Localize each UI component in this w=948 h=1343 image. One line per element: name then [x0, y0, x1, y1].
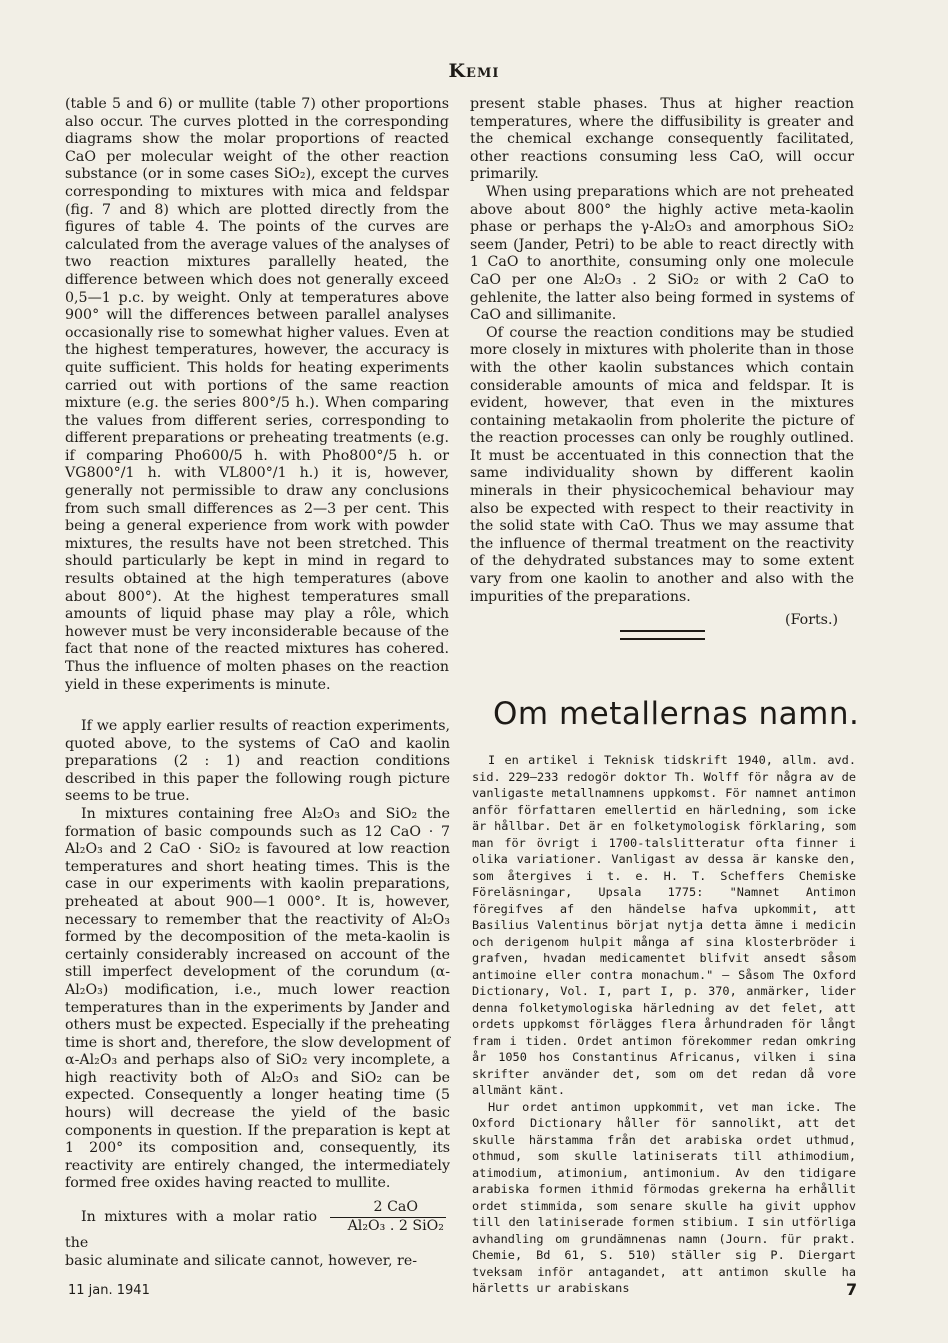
running-header — [0, 60, 948, 82]
paragraph: Hur ordet antimon uppkommit, vet man icke. The Oxford Dictionary håller för sannolikt, att det skulle härstamma från det arabiska ordet uthmud, othmud, som skulle latiniserats till athimodium, atimodium, atimonium, antimonium. Av den tidigare arabiska formen ithmid förmodas grekerna ha erhållit ordet stimmida, som senare skulle ha givit upphov till den latiniserade formen stibium. I sin utförliga avhandling om grundämnenas namn (Journ. für prakt. Chemie, Bd 61, S. 510) ställer sig P. Diergart tveksam inför antagandet, att antimon skulle ha härletts ur arabiskans — [472, 1099, 856, 1295]
ratio-text-before: In mixtures with a molar ratio — [81, 1209, 318, 1226]
paragraph: present stable phases. Thus at higher reaction temperatures, where the diffusibility is greater and the chemical exchange consequently facilitated, other reactions consuming less CaO, will occur primarily. — [470, 96, 854, 183]
section-divider — [620, 630, 705, 640]
paragraph: I en artikel i Teknisk tidskrift 1940, allm. avd. sid. 229—233 redogör doktor Th. Wolff för några av de vanligaste metallnamnens uppkomst. För namnet antimon anför författaren emellertid en härledning, som icke är hållbar. Det är en folketymologisk förklaring, som man för övrigt i 1700-talslitteratur ofta finner i olika variationer. Vanligast av dessa är kanske den, som återgives i t. e. H. T. Scheffers Chemiske Föreläsningar, Upsala 1775: "Namnet Antimon föregifves af den händelse hafva upkommit, att Basilius Valentinus börjat nytja detta ämne i medicin och derigenom hulpit många af sina klosterbröder i grafven, hvadan medicamentet blifvit ansedt såsom antimoine eller contra monachum." — Såsom The Oxford Dictionary, Vol. I, part I, p. 370, anmärker, lider denna folketymologiska härledning av det felet, att ordets uppkomst förlägges flera århundraden för långt fram i tiden. Ordet antimon förekommer redan omkring år 1050 hos Constantinus Africanus, vilken i sina skrifter använder det, som om det redan då vore allmänt känt. — [472, 753, 856, 1097]
fraction-denominator: Al₂O₃ . 2 SiO₂ — [347, 1217, 444, 1234]
ratio-text-after: the — [65, 1235, 89, 1252]
column-left-top — [65, 96, 449, 694]
article-body — [472, 752, 856, 1297]
paragraph: (table 5 and 6) or mullite (table 7) other proportions also occur. The curves plotted in the corresponding diagrams show the molar proportions of reacted CaO per molecular weight of the other reaction substance (or in some cases SiO₂), except the curves corresponding to mixtures with mica and feldspar (fig. 7 and 8) which are plotted directly from the figures of table 4. The points of the curves are calculated from the average values of the analyses of two reaction mixtures parallelly heated, the difference between which does not generally exceed 0,5—1 p.c. by weight. Only at temperatures above 900° will the differences between parallel analyses occasionally rise to somewhat higher values. Even at the highest temperatures, however, the accuracy is quite sufficient. This holds for heating experiments carried out with portions of the same reaction mixture (e.g. the series 800°/5 h.). When comparing the values from different series, corresponding to different preparations or preheating treatments (e.g. if comparing Pho600/5 h. with Pho800°/5 h. or VG800°/1 h. with VL800°/1 h.) it is, however, generally not permissible to draw any conclusions from such small differences as 2—3 per cent. This being a general experience from work with powder mixtures, the results have not been stretched. This should particularly be kept in mind in regard to results obtained at the high temperatures (above about 800°). At the highest temperatures small amounts of liquid phase may play a rôle, which however must be very inconsiderable because of the fact that none of the reacted mixtures has cohered. Thus the influence of molten phases on the reaction yield in these experiments is minute. — [65, 96, 449, 693]
paragraph: Of course the reaction conditions may be studied more closely in mixtures with pholerite than in those with the other kaolin substances which contain considerable amounts of mica and feldspar. It is evident, however, that even in the mixtures containing metakaolin from pholerite the picture of the reaction processes can only be roughly outlined. It must be accentuated in this connection that the same individuality shown by different kaolin minerals in their physicochemical behaviour may also be expected with respect to their reactivity in the solid state with CaO. Thus we may assume that the influence of thermal treatment on the reactivity of the dehydrated substances may to some extent vary from one kaolin to another and also with the impurities of the preparations. — [470, 324, 854, 605]
footer-date: 11 jan. 1941 — [68, 1283, 150, 1298]
paragraph: In mixtures containing free Al₂O₃ and SiO₂ the formation of basic compounds such as 12 CaO · 7 Al₂O₃ and 2 CaO · SiO₂ is favoured at low reaction temperatures and short heating times. This is the case in our experiments with kaolin preparations, preheated at about 900—1 000°. It is, however, necessary to remember that the reactivity of Al₂O₃ formed by the decomposition of the meta-kaolin is certainly considerably increased on account of the still imperfect development of the corundum (α-Al₂O₃) modification, i.e., much lower reaction temperatures than in the experiments by Jander and others must be expected. Especially if the preheating time is short and, therefore, the slow development of α-Al₂O₃ and perhaps also of SiO₂ very incomplete, a high reactivity both of Al₂O₃ and SiO₂ can be expected. Consequently a longer heating time (5 hours) will decrease the yield of the basic components in question. If the preparation is kept at 1 200° its composition and, consequently, its reactivity are entirely changed, the intermediately formed free oxides having reacted to mullite. — [65, 805, 450, 1192]
header-title: Kemi — [448, 60, 500, 82]
column-left-bottom — [65, 718, 450, 1270]
paragraph-continuation: basic aluminate and silicate cannot, however, re- — [65, 1252, 418, 1269]
paragraph: If we apply earlier results of reaction experiments, quoted above, to the systems of CaO and kaolin preparations (2 : 1) and reaction conditions described in this paper the following rough picture seems to be true. — [65, 718, 450, 805]
continued-note: (Forts.) — [785, 612, 838, 629]
paragraph: When using preparations which are not preheated above about 800° the highly active meta-kaolin phase or perhaps the γ-Al₂O₃ and amorphous SiO₂ seem (Jander, Petri) to be able to react directly with 1 CaO to anorthite, consuming only one molecule CaO per one Al₂O₃ . 2 SiO₂ or with 2 CaO to gehlenite, the latter also being formed in systems of CaO and sillimanite. — [470, 183, 854, 324]
molar-ratio-fraction — [330, 1199, 446, 1235]
fraction-numerator: 2 CaO — [330, 1199, 446, 1218]
page-number: 7 — [846, 1280, 858, 1299]
ratio-paragraph — [65, 1199, 450, 1253]
article-title: Om metallernas namn. — [493, 696, 860, 732]
column-right-top — [470, 96, 854, 630]
